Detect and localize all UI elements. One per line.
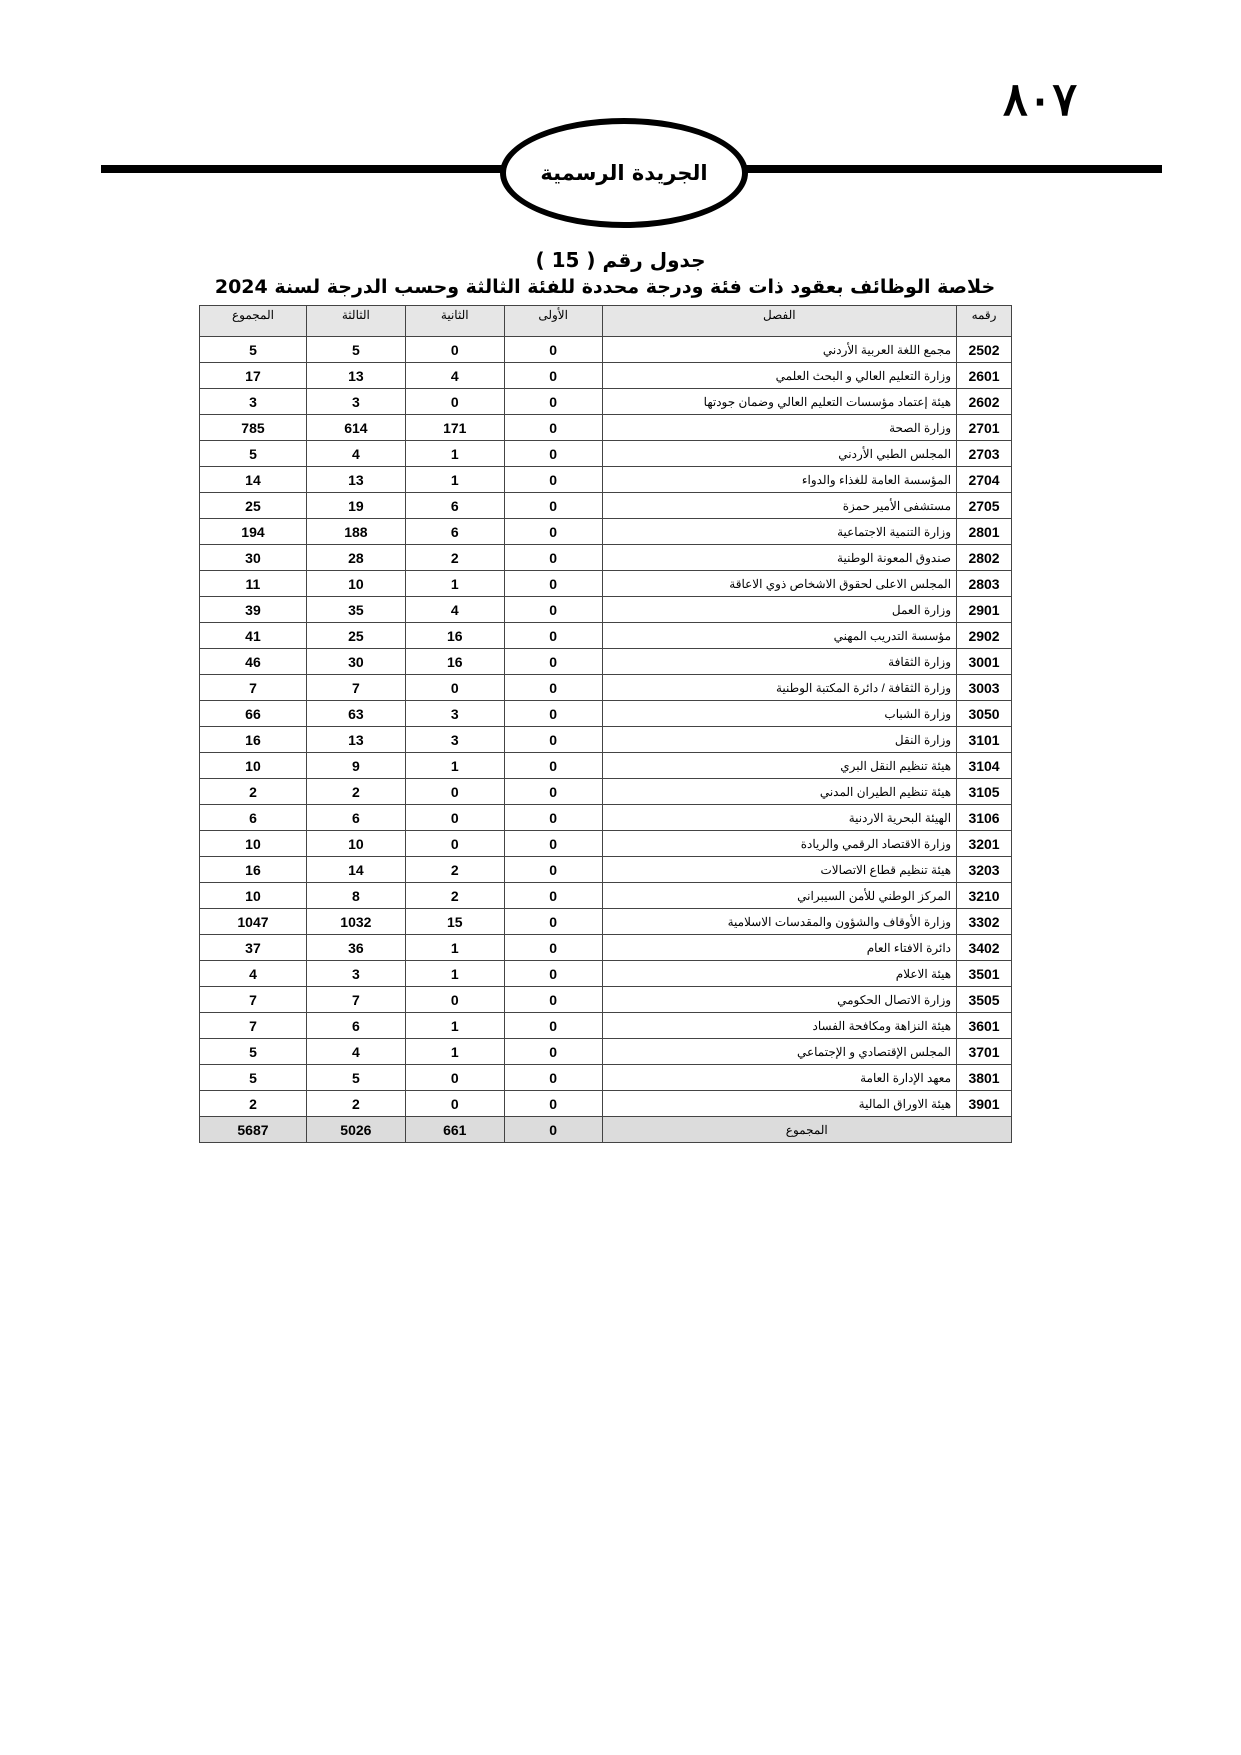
cell-code: 2705 [957,493,1012,519]
cell-third: 10 [306,831,405,857]
cell-total: 16 [200,857,307,883]
cell-code: 3601 [957,1013,1012,1039]
cell-first: 0 [504,961,602,987]
table-row [200,493,1012,519]
cell-third: 2 [306,1091,405,1117]
cell-third: 36 [306,935,405,961]
cell-third: 13 [306,467,405,493]
cell-code: 2803 [957,571,1012,597]
cell-total: 37 [200,935,307,961]
cell-second: 3 [405,727,504,753]
table-row [200,467,1012,493]
cell-third: 13 [306,727,405,753]
cell-total: 3 [200,389,307,415]
cell-total: 25 [200,493,307,519]
cell-third: 188 [306,519,405,545]
cell-first: 0 [504,1065,602,1091]
total-sum: 5687 [200,1117,307,1143]
cell-total: 41 [200,623,307,649]
cell-total: 7 [200,1013,307,1039]
table-row [200,909,1012,935]
table-row [200,389,1012,415]
cell-code: 3201 [957,831,1012,857]
cell-chapter: هيئة الاعلام [602,961,956,987]
cell-chapter: دائرة الافتاء العام [602,935,956,961]
cell-first: 0 [504,1091,602,1117]
cell-first: 0 [504,1013,602,1039]
cell-second: 0 [405,831,504,857]
cell-first: 0 [504,1039,602,1065]
total-row [200,1117,1012,1143]
cell-chapter: هيئة تنظيم النقل البري [602,753,956,779]
cell-second: 1 [405,1039,504,1065]
cell-first: 0 [504,987,602,1013]
table-row [200,727,1012,753]
cell-total: 5 [200,1065,307,1091]
cell-code: 2703 [957,441,1012,467]
table-row [200,1013,1012,1039]
table-row [200,883,1012,909]
cell-code: 3901 [957,1091,1012,1117]
cell-code: 3203 [957,857,1012,883]
table-row [200,571,1012,597]
total-second: 661 [405,1117,504,1143]
cell-chapter: وزارة العمل [602,597,956,623]
cell-second: 1 [405,1013,504,1039]
cell-third: 4 [306,441,405,467]
cell-second: 0 [405,337,504,363]
cell-total: 5 [200,1039,307,1065]
cell-first: 0 [504,701,602,727]
cell-second: 2 [405,545,504,571]
cell-code: 3302 [957,909,1012,935]
cell-third: 9 [306,753,405,779]
cell-code: 3210 [957,883,1012,909]
cell-second: 4 [405,597,504,623]
cell-chapter: مجمع اللغة العربية الأردني [602,337,956,363]
cell-second: 1 [405,753,504,779]
cell-chapter: وزارة الثقافة [602,649,956,675]
cell-second: 2 [405,883,504,909]
cell-chapter: المجلس الاعلى لحقوق الاشخاص ذوي الاعاقة [602,571,956,597]
cell-third: 8 [306,883,405,909]
table-row [200,779,1012,805]
cell-total: 66 [200,701,307,727]
jobs-summary-table [199,305,1012,1143]
col-second: الثانية [405,306,504,337]
cell-second: 6 [405,493,504,519]
cell-total: 46 [200,649,307,675]
col-chapter: الفصل [602,306,956,337]
cell-second: 6 [405,519,504,545]
cell-chapter: وزارة الاتصال الحكومي [602,987,956,1013]
table-row [200,441,1012,467]
cell-chapter: الهيئة البحرية الاردنية [602,805,956,831]
cell-third: 4 [306,1039,405,1065]
total-third: 5026 [306,1117,405,1143]
cell-first: 0 [504,909,602,935]
cell-code: 3003 [957,675,1012,701]
cell-code: 3801 [957,1065,1012,1091]
cell-total: 1047 [200,909,307,935]
cell-total: 2 [200,1091,307,1117]
cell-second: 171 [405,415,504,441]
cell-total: 2 [200,779,307,805]
table-row [200,363,1012,389]
cell-chapter: المجلس الطبي الأردني [602,441,956,467]
cell-third: 10 [306,571,405,597]
cell-third: 63 [306,701,405,727]
cell-chapter: هيئة تنظيم قطاع الاتصالات [602,857,956,883]
cell-third: 25 [306,623,405,649]
cell-first: 0 [504,467,602,493]
cell-total: 5 [200,337,307,363]
table-header-row [200,306,1012,337]
table-row [200,597,1012,623]
cell-code: 2901 [957,597,1012,623]
cell-chapter: المؤسسة العامة للغذاء والدواء [602,467,956,493]
cell-first: 0 [504,363,602,389]
cell-total: 14 [200,467,307,493]
cell-code: 3105 [957,779,1012,805]
cell-chapter: وزارة الأوقاف والشؤون والمقدسات الاسلامية [602,909,956,935]
table-title: جدول رقم ( 15 ) [535,248,706,272]
cell-total: 194 [200,519,307,545]
cell-code: 2802 [957,545,1012,571]
cell-chapter: المركز الوطني للأمن السيبراني [602,883,956,909]
cell-code: 3050 [957,701,1012,727]
cell-total: 10 [200,831,307,857]
cell-code: 2602 [957,389,1012,415]
table-subtitle: خلاصة الوظائف بعقود ذات فئة ودرجة محددة للفئة الثالثة وحسب الدرجة لسنة 2024 [214,276,996,298]
cell-third: 7 [306,987,405,1013]
cell-total: 785 [200,415,307,441]
cell-second: 0 [405,675,504,701]
cell-first: 0 [504,649,602,675]
cell-third: 7 [306,675,405,701]
table-row [200,961,1012,987]
table-row [200,831,1012,857]
table-row [200,545,1012,571]
cell-second: 1 [405,441,504,467]
table-row [200,1091,1012,1117]
cell-chapter: وزارة الصحة [602,415,956,441]
total-label: المجموع [602,1117,1011,1143]
cell-chapter: هيئة تنظيم الطيران المدني [602,779,956,805]
cell-third: 5 [306,337,405,363]
cell-first: 0 [504,441,602,467]
cell-second: 2 [405,857,504,883]
cell-first: 0 [504,597,602,623]
cell-third: 1032 [306,909,405,935]
cell-total: 4 [200,961,307,987]
table-row [200,415,1012,441]
cell-code: 3505 [957,987,1012,1013]
table-row [200,649,1012,675]
cell-total: 30 [200,545,307,571]
cell-third: 35 [306,597,405,623]
cell-third: 30 [306,649,405,675]
cell-chapter: هيئة إعتماد مؤسسات التعليم العالي وضمان جودتها [602,389,956,415]
cell-chapter: هيئة النزاهة ومكافحة الفساد [602,1013,956,1039]
cell-second: 0 [405,987,504,1013]
cell-total: 5 [200,441,307,467]
page-number: ٨٠٧ [1002,72,1078,126]
cell-first: 0 [504,727,602,753]
cell-second: 3 [405,701,504,727]
col-third: الثالثة [306,306,405,337]
cell-total: 6 [200,805,307,831]
cell-third: 3 [306,389,405,415]
cell-first: 0 [504,623,602,649]
cell-chapter: وزارة الشباب [602,701,956,727]
cell-chapter: هيئة الاوراق المالية [602,1091,956,1117]
cell-chapter: وزارة النقل [602,727,956,753]
cell-chapter: معهد الإدارة العامة [602,1065,956,1091]
cell-total: 11 [200,571,307,597]
cell-first: 0 [504,753,602,779]
cell-third: 14 [306,857,405,883]
cell-total: 17 [200,363,307,389]
table-row [200,623,1012,649]
cell-code: 3106 [957,805,1012,831]
gazette-title: الجريدة الرسمية [540,161,708,185]
cell-second: 16 [405,649,504,675]
cell-code: 2502 [957,337,1012,363]
cell-code: 3104 [957,753,1012,779]
cell-first: 0 [504,545,602,571]
table-row [200,753,1012,779]
cell-second: 15 [405,909,504,935]
cell-code: 2801 [957,519,1012,545]
cell-first: 0 [504,519,602,545]
cell-second: 0 [405,779,504,805]
gazette-emblem [500,118,748,228]
cell-first: 0 [504,805,602,831]
cell-code: 3501 [957,961,1012,987]
cell-second: 0 [405,1065,504,1091]
cell-code: 3402 [957,935,1012,961]
table-row [200,675,1012,701]
col-total: المجموع [200,306,307,337]
cell-chapter: مؤسسة التدريب المهني [602,623,956,649]
total-first: 0 [504,1117,602,1143]
cell-second: 0 [405,389,504,415]
cell-third: 6 [306,805,405,831]
col-code: رقمه [957,306,1012,337]
cell-first: 0 [504,675,602,701]
table-row [200,1065,1012,1091]
cell-code: 2701 [957,415,1012,441]
cell-total: 7 [200,675,307,701]
cell-first: 0 [504,883,602,909]
cell-third: 2 [306,779,405,805]
cell-chapter: مستشفى الأمير حمزة [602,493,956,519]
cell-first: 0 [504,779,602,805]
cell-third: 13 [306,363,405,389]
cell-first: 0 [504,493,602,519]
cell-chapter: وزارة التعليم العالي و البحث العلمي [602,363,956,389]
table-row [200,1039,1012,1065]
cell-third: 28 [306,545,405,571]
table-row [200,805,1012,831]
cell-second: 1 [405,961,504,987]
cell-code: 3001 [957,649,1012,675]
cell-chapter: وزارة التنمية الاجتماعية [602,519,956,545]
cell-code: 2704 [957,467,1012,493]
table-row [200,935,1012,961]
cell-total: 7 [200,987,307,1013]
cell-first: 0 [504,831,602,857]
cell-second: 4 [405,363,504,389]
cell-third: 614 [306,415,405,441]
cell-total: 10 [200,753,307,779]
cell-third: 5 [306,1065,405,1091]
cell-first: 0 [504,857,602,883]
table-row [200,337,1012,363]
table-row [200,519,1012,545]
cell-first: 0 [504,337,602,363]
cell-third: 6 [306,1013,405,1039]
cell-total: 39 [200,597,307,623]
col-first: الأولى [504,306,602,337]
cell-second: 1 [405,935,504,961]
cell-first: 0 [504,389,602,415]
cell-total: 16 [200,727,307,753]
cell-second: 0 [405,1091,504,1117]
cell-second: 1 [405,467,504,493]
table-row [200,857,1012,883]
cell-third: 19 [306,493,405,519]
cell-second: 0 [405,805,504,831]
cell-code: 2902 [957,623,1012,649]
cell-chapter: المجلس الإقتصادي و الإجتماعي [602,1039,956,1065]
cell-code: 3101 [957,727,1012,753]
cell-chapter: وزارة الثقافة / دائرة المكتبة الوطنية [602,675,956,701]
cell-code: 3701 [957,1039,1012,1065]
table-row [200,701,1012,727]
table-row [200,987,1012,1013]
cell-second: 16 [405,623,504,649]
cell-chapter: صندوق المعونة الوطنية [602,545,956,571]
cell-first: 0 [504,571,602,597]
cell-chapter: وزارة الاقتصاد الرقمي والريادة [602,831,956,857]
cell-code: 2601 [957,363,1012,389]
cell-first: 0 [504,415,602,441]
cell-first: 0 [504,935,602,961]
cell-second: 1 [405,571,504,597]
cell-total: 10 [200,883,307,909]
cell-third: 3 [306,961,405,987]
